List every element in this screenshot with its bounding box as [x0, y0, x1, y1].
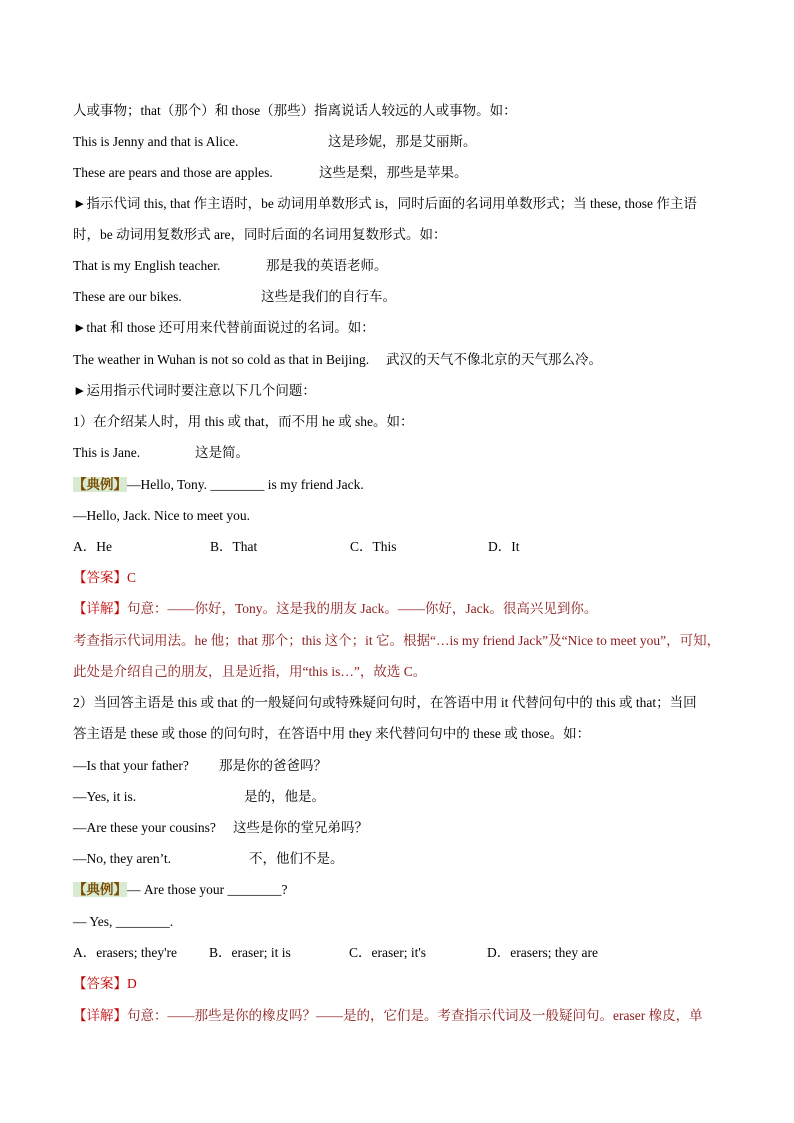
detail-tag: 【详解】 — [73, 1008, 127, 1023]
example-tag: 【典例】 — [73, 882, 127, 897]
detail-tag: 【详解】 — [73, 601, 127, 616]
chinese-translation: 这些是梨，那些是苹果。 — [319, 165, 468, 180]
example-sentence — [73, 287, 724, 307]
english-sentence: —Is that your father? — [73, 758, 189, 773]
question-text: —Hello, Jack. Nice to meet you. — [73, 508, 250, 523]
example-sentence — [73, 849, 724, 869]
answer-value: C — [127, 570, 137, 585]
option-d: D．erasers; they are — [487, 945, 598, 960]
example-question — [73, 475, 724, 495]
english-sentence: These are pears and those are apples. — [73, 165, 273, 180]
answer-tag: 【答案】 — [73, 976, 127, 991]
example-question — [73, 880, 724, 900]
option-d: D．It — [488, 539, 520, 554]
answer-line — [73, 568, 724, 588]
english-sentence: —Yes, it is. — [73, 789, 137, 804]
detail-text: 句意：——你好，Tony。这是我的朋友 Jack。——你好，Jack。很高兴见到你。 — [127, 601, 598, 616]
chinese-translation: 这是简。 — [195, 445, 249, 460]
rule-text: 答主语是 these 或 those 的问句时，在答语中用 they 来代替问句中的 these 或 those。如： — [73, 726, 591, 741]
example-sentence — [73, 787, 724, 807]
example-tag: 【典例】 — [73, 477, 127, 492]
example-sentence — [73, 350, 724, 370]
rule-text: ►运用指示代词时要注意以下几个问题： — [73, 383, 316, 398]
chinese-translation: 武汉的天气不像北京的天气那么冷。 — [386, 352, 602, 367]
example-sentence — [73, 756, 724, 776]
example-sentence — [73, 443, 724, 463]
chinese-translation: 不，他们不是。 — [249, 851, 344, 866]
option-b: B．That — [210, 539, 258, 554]
english-sentence: —Are these your cousins? — [73, 820, 216, 835]
question-text: —Hello, Tony. ________ is my friend Jack. — [127, 477, 364, 492]
chinese-translation: 是的，他是。 — [244, 789, 325, 804]
chinese-translation: 这是珍妮，那是艾丽斯。 — [328, 134, 477, 149]
option-b: B．eraser; it is — [209, 945, 291, 960]
rule-text: ►指示代词 this, that 作主语时，be 动词用单数形式 is，同时后面的名词用单数形式；当 these, those 作主语 — [73, 196, 697, 211]
english-sentence: These are our bikes. — [73, 289, 182, 304]
english-sentence: This is Jane. — [73, 445, 141, 460]
rule-text: 1）在介绍某人时，用 this 或 that，而不用 he 或 she。如： — [73, 414, 414, 429]
question-text: — Yes, ________. — [73, 914, 174, 929]
chinese-translation: 这些是我们的自行车。 — [261, 289, 396, 304]
example-sentence — [73, 132, 724, 152]
options-row — [73, 537, 724, 557]
rule-text: ►that 和 those 还可用来代替前面说过的名词。如： — [73, 320, 375, 335]
detail-line — [73, 599, 724, 619]
chinese-translation: 那是你的爸爸吗？ — [219, 758, 327, 773]
option-c: C．This — [350, 539, 397, 554]
chinese-translation: 这些是你的堂兄弟吗？ — [233, 820, 368, 835]
example-sentence — [73, 818, 724, 838]
answer-value: D — [127, 976, 137, 991]
example-sentence — [73, 163, 724, 183]
english-sentence: —No, they aren’t. — [73, 851, 171, 866]
rule-text: 时，be 动词用复数形式 are，同时后面的名词用复数形式。如： — [73, 227, 447, 242]
option-a: A．He — [73, 539, 112, 554]
option-c: C．eraser; it's — [349, 945, 427, 960]
detail-text: 此处是介绍自己的朋友，且是近指，用“this is…”，故选 C。 — [73, 664, 427, 679]
english-sentence: The weather in Wuhan is not so cold as that in Beijing. — [73, 352, 370, 367]
answer-line — [73, 974, 724, 994]
detail-text: 考查指示代词用法。he 他；that 那个；this 这个；it 它。根据“…is my friend Jack”及“Nice to meet you”，可知， — [73, 633, 721, 648]
answer-tag: 【答案】 — [73, 570, 127, 585]
english-sentence: That is my English teacher. — [73, 258, 221, 273]
question-text: — Are those your ________? — [127, 882, 288, 897]
detail-text: 句意：——那些是你的橡皮吗？——是的，它们是。考查指示代词及一般疑问句。eraser 橡皮，单 — [127, 1008, 703, 1023]
chinese-translation: 那是我的英语老师。 — [266, 258, 388, 273]
example-sentence — [73, 256, 724, 276]
detail-line — [73, 1006, 724, 1026]
rule-text: 2）当回答主语是 this 或 that 的一般疑问句或特殊疑问句时，在答语中用 it 代替问句中的 this 或 that；当回 — [73, 695, 697, 710]
option-a: A．erasers; they're — [73, 945, 178, 960]
english-sentence: This is Jenny and that is Alice. — [73, 134, 239, 149]
text-line: 人或事物；that（那个）和 those（那些）指离说话人较远的人或事物。如： — [73, 103, 517, 118]
options-row — [73, 943, 724, 963]
